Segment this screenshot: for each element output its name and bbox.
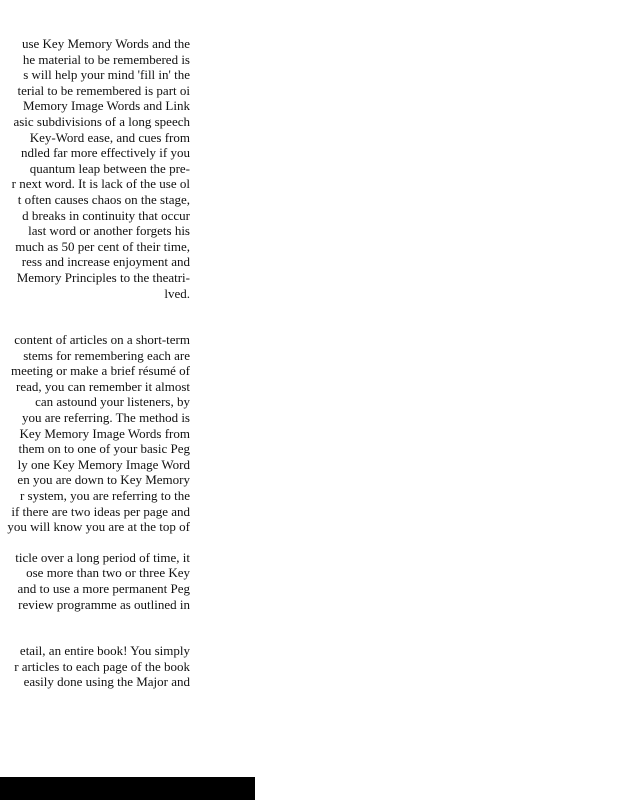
text-line: asic subdivisions of a long speech	[13, 113, 190, 129]
text-line: d breaks in continuity that occur	[22, 207, 190, 223]
text-line: use Key Memory Words and the	[21, 36, 190, 51]
paragraph-3	[0, 550, 190, 612]
text-line: etail, an entire book! You simply	[19, 643, 190, 659]
text-line: ose more than two or three Key	[26, 565, 190, 581]
text-line: content of articles on a short-term	[14, 332, 190, 348]
text-line: last word or another forgets his	[28, 223, 190, 239]
paragraph-2	[0, 332, 190, 535]
text-line: t often causes chaos on the stage,	[17, 191, 190, 207]
text-line: he material to be remembered is	[22, 51, 190, 67]
text-line: can astound your listeners, by	[35, 394, 190, 410]
text-line: easily done using the Major and	[23, 674, 190, 690]
text-line: Memory Image Words and Link	[23, 98, 190, 114]
text-line: terial to be remembered is part oi	[17, 82, 190, 98]
text-line: ly one Key Memory Image Word	[17, 456, 190, 472]
text-line: and to use a more permanent Peg	[17, 581, 190, 596]
text-line: meeting or make a brief résumé of	[10, 363, 190, 379]
text-line: r system, you are referring to the	[19, 488, 190, 504]
text-line: ticle over a long period of time, it	[15, 549, 190, 565]
paragraph-1	[0, 36, 190, 301]
text-line: r articles to each page of the book	[14, 658, 190, 674]
text-line: review programme as outlined in	[18, 596, 190, 612]
text-line: if there are two ideas per page and	[11, 503, 190, 519]
text-line: you will know you are at the top of	[7, 519, 190, 535]
text-line: lved.	[164, 285, 190, 301]
paragraph-gap	[0, 612, 190, 643]
scan-edge-bar	[0, 777, 255, 800]
paragraph-gap	[0, 535, 190, 550]
page-text-column	[0, 36, 190, 690]
text-line: stems for remembering each are	[23, 347, 190, 363]
text-line: ndled far more effectively if you	[20, 145, 190, 161]
paragraph-gap	[0, 301, 190, 332]
text-line: much as 50 per cent of their time,	[15, 238, 190, 254]
text-line: quantum leap between the pre-	[29, 160, 190, 176]
text-line: read, you can remember it almost	[16, 378, 190, 394]
text-line: you are referring. The method is	[22, 410, 190, 426]
text-line: Key-Word ease, and cues from	[29, 129, 190, 145]
text-line: Key Memory Image Words from	[19, 425, 190, 441]
paragraph-4	[0, 643, 190, 690]
text-line: Memory Principles to the theatri-	[16, 269, 190, 285]
text-line: ress and increase enjoyment and	[21, 254, 190, 270]
text-line: en you are down to Key Memory	[17, 472, 190, 488]
text-line: s will help your mind 'fill in' the	[23, 67, 190, 83]
text-line: r next word. It is lack of the use ol	[11, 176, 190, 192]
text-line: them on to one of your basic Peg	[18, 441, 190, 457]
